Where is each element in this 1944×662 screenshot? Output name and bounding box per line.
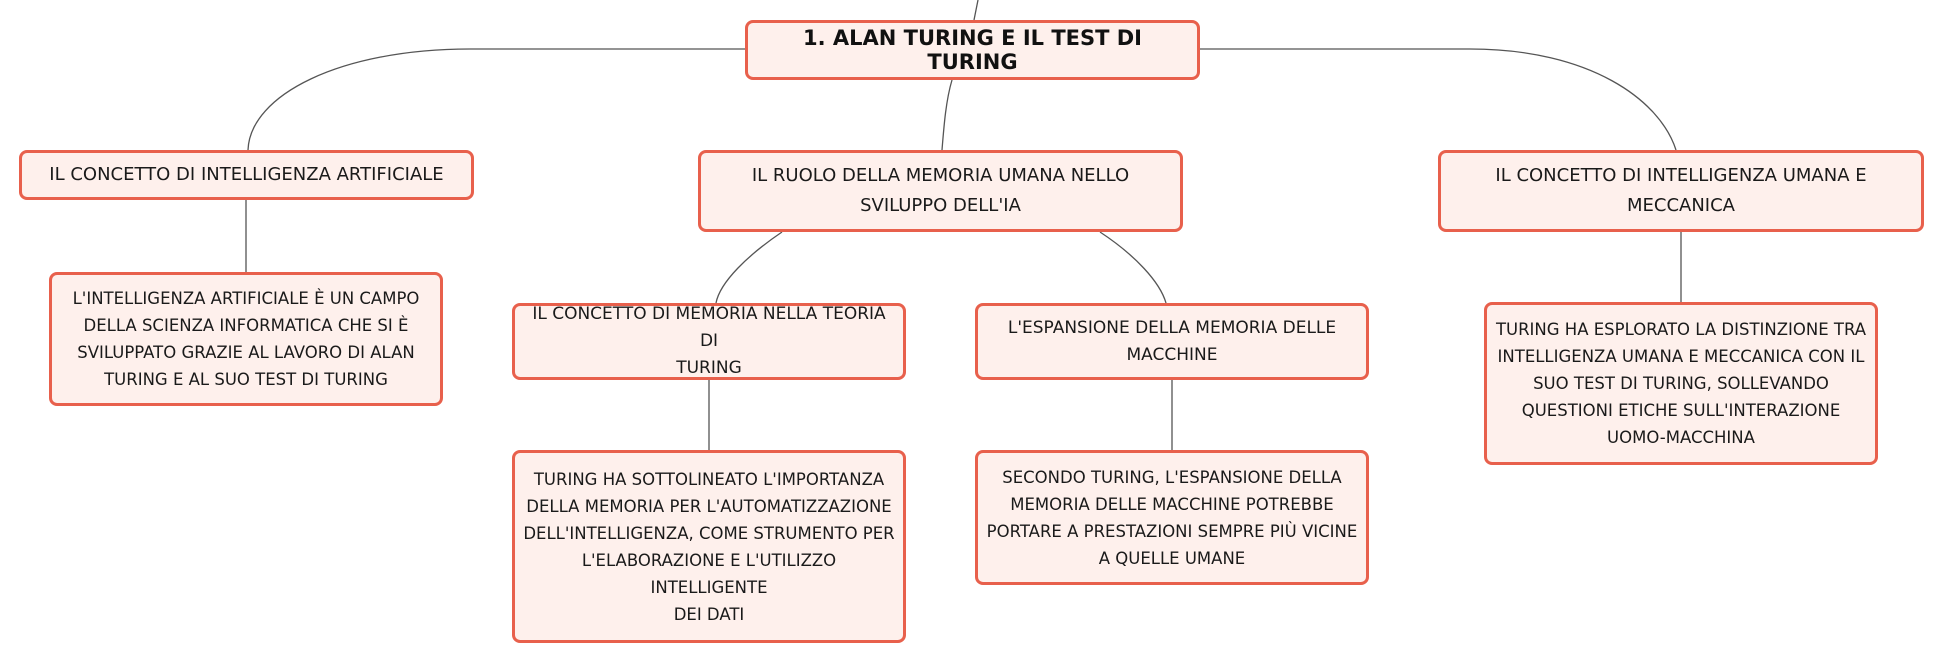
connector-root-to-ai-concept	[248, 49, 745, 150]
root-topic[interactable]	[745, 20, 1200, 80]
topic-ai-concept-detail[interactable]	[49, 272, 443, 406]
topic-human-intelligence[interactable]	[1438, 150, 1924, 232]
connector-root-to-memory-role	[942, 80, 952, 150]
topic-turing-memory-detail[interactable]	[512, 450, 906, 643]
connector-memory-role-to-machine-memory	[1100, 232, 1166, 303]
topic-machine-memory[interactable]	[975, 303, 1369, 380]
topic-memory-role-label: IL RUOLO DELLA MEMORIA UMANA NELLO SVILUPPO DELL'IA	[751, 165, 1130, 216]
topic-memory-role[interactable]	[698, 150, 1183, 232]
root-topic-label: 1. ALAN TURING E IL TEST DI TURING	[803, 26, 1142, 74]
topic-ai-concept[interactable]	[19, 150, 474, 200]
topic-turing-memory[interactable]	[512, 303, 906, 380]
connector-root-to-human-intelligence	[1200, 49, 1676, 150]
topic-turing-memory-label: IL CONCETTO DI MEMORIA NELLA TEORIA DI TURING	[532, 304, 886, 378]
topic-human-intelligence-detail-text: TURING HA ESPLORATO LA DISTINZIONE TRA INTELLIGENZA UMANA E MECCANICA CON IL SUO TEST DI TURING, SOLLEVANDO QUESTIONI ETICHE SULL'INTERAZIONE UOMO-MACCHINA	[1495, 320, 1867, 447]
topic-turing-memory-detail-text: TURING HA SOTTOLINEATO L'IMPORTANZA DELLA MEMORIA PER L'AUTOMATIZZAZIONE DELL'INTELLIGENZA, COME STRUMENTO PER L'ELABORAZIONE E L'UTILIZZO INTELLIGENTE DEI DATI	[523, 469, 895, 624]
topic-ai-concept-detail-text: L'INTELLIGENZA ARTIFICIALE È UN CAMPO DELLA SCIENZA INFORMATICA CHE SI È SVILUPPATO GRAZIE AL LAVORO DI ALAN TURING E AL SUO TEST DI TURING	[72, 289, 420, 389]
topic-human-intelligence-detail[interactable]	[1484, 302, 1878, 465]
topic-machine-memory-detail[interactable]	[975, 450, 1369, 585]
topic-human-intelligence-label: IL CONCETTO DI INTELLIGENZA UMANA E MECCANICA	[1495, 165, 1867, 216]
connector-memory-role-to-turing-memory	[716, 232, 782, 303]
topic-machine-memory-detail-text: SECONDO TURING, L'ESPANSIONE DELLA MEMORIA DELLE MACCHINE POTREBBE PORTARE A PRESTAZIONI SEMPRE PIÙ VICINE A QUELLE UMANE	[986, 467, 1358, 568]
topic-machine-memory-label: L'ESPANSIONE DELLA MEMORIA DELLE MACCHINE	[1007, 317, 1337, 365]
connector-root-parent	[974, 0, 978, 20]
topic-ai-concept-label: IL CONCETTO DI INTELLIGENZA ARTIFICIALE	[49, 164, 444, 185]
